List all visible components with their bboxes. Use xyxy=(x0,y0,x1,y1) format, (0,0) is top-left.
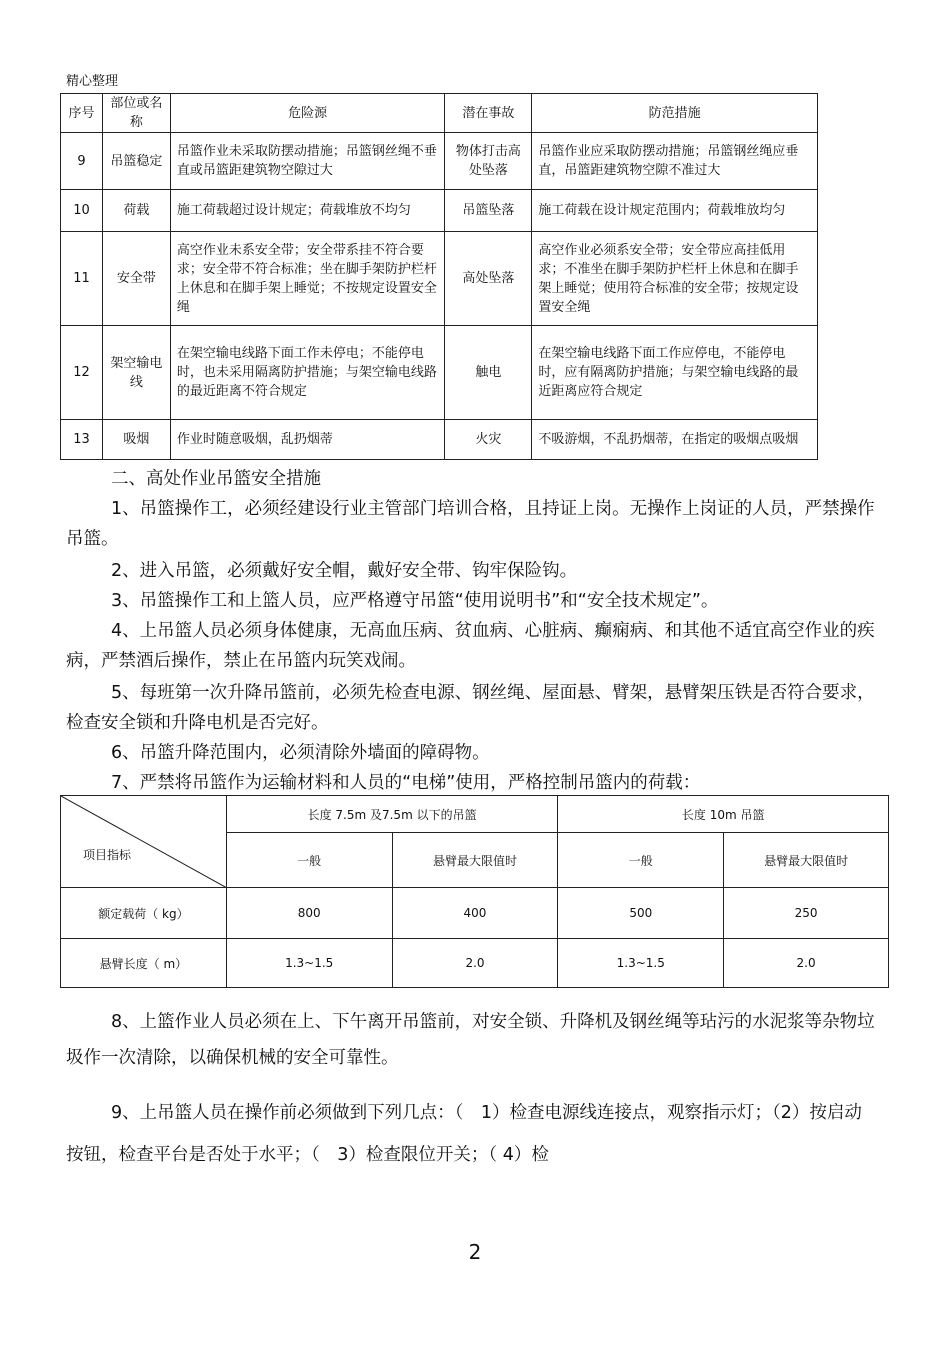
hazard-table xyxy=(60,93,818,460)
cell-value: 400 xyxy=(392,888,558,939)
sub-header: 悬臂最大限值时 xyxy=(392,833,558,888)
cell-value: 1.3~1.5 xyxy=(226,939,392,988)
cell-measure: 在架空输电线路下面工作应停电，不能停电时，应有隔离防护措施；与架空输电线路的最近距离应符合规定 xyxy=(532,326,818,420)
load-table xyxy=(60,795,889,988)
cell-value: 2.0 xyxy=(392,939,558,988)
cell-hazard: 施工荷载超过设计规定；荷载堆放不均匀 xyxy=(170,190,445,232)
col-header-accident: 潜在事故 xyxy=(445,94,532,133)
col-header-measure: 防范措施 xyxy=(532,94,818,133)
table-row xyxy=(61,326,818,420)
paragraph-item-1: 1、吊篮操作工，必须经建设行业主管部门培训合格，且持证上岗。无操作上岗证的人员，严禁操作吊篮。 xyxy=(66,499,875,549)
diagonal-line xyxy=(61,796,227,888)
table-row xyxy=(61,888,889,939)
cell-value: 1.3~1.5 xyxy=(558,939,724,988)
cell-value: 2.0 xyxy=(724,939,889,988)
sub-header: 一般 xyxy=(558,833,724,888)
corner-label: 项目指标 xyxy=(83,848,132,862)
cell-hazard: 吊篮作业未采取防摆动措施；吊篮钢丝绳不垂直或吊篮距建筑物空隙过大 xyxy=(170,133,445,190)
row-label: 额定载荷（ kg） xyxy=(61,888,227,939)
cell-no: 13 xyxy=(61,420,103,460)
cell-no: 10 xyxy=(61,190,103,232)
table-row xyxy=(61,190,818,232)
cell-accident: 触电 xyxy=(445,326,532,420)
sub-header: 悬臂最大限值时 xyxy=(724,833,889,888)
group-header-10m: 长度 10m 吊篮 xyxy=(558,796,889,833)
col-header-hazard: 危险源 xyxy=(170,94,445,133)
cell-measure: 不吸游烟，不乱扔烟蒂，在指定的吸烟点吸烟 xyxy=(532,420,818,460)
page-header: 精心整理 xyxy=(66,74,119,89)
cell-part: 吸烟 xyxy=(102,420,170,460)
paragraph-item-4: 4、上吊篮人员必须身体健康，无高血压病、贫血病、心脏病、癫痫病、和其他不适宜高空作业的疾病，严禁酒后操作，禁止在吊篮内玩笑戏闹。 xyxy=(66,621,875,671)
group-header-7-5m: 长度 7.5m 及7.5m 以下的吊篮 xyxy=(226,796,558,833)
cell-value: 800 xyxy=(226,888,392,939)
col-header-part: 部位或名称 xyxy=(102,94,170,133)
cell-accident: 火灾 xyxy=(445,420,532,460)
cell-part: 吊篮稳定 xyxy=(102,133,170,190)
row-label: 悬臂长度（ m） xyxy=(61,939,227,988)
section-title: 二、高处作业吊篮安全措施 xyxy=(111,469,321,489)
cell-hazard: 作业时随意吸烟，乱扔烟蒂 xyxy=(170,420,445,460)
cell-accident: 吊篮坠落 xyxy=(445,190,532,232)
cell-accident: 高处坠落 xyxy=(445,232,532,326)
paragraph-item-7: 7、严禁将吊篮作为运输材料和人员的“电梯”使用，严格控制吊篮内的荷载： xyxy=(111,773,701,793)
cell-value: 250 xyxy=(724,888,889,939)
cell-measure: 施工荷载在设计规定范围内；荷载堆放均匀 xyxy=(532,190,818,232)
cell-measure: 高空作业必须系安全带；安全带应高挂低用求；不准坐在脚手架防护栏杆上休息和在脚手架上睡觉；使用符合标准的安全带；按规定设置安全绳 xyxy=(532,232,818,326)
cell-part: 荷载 xyxy=(102,190,170,232)
cell-accident: 物体打击高处坠落 xyxy=(445,133,532,190)
page-number: 2 xyxy=(468,1240,482,1264)
sub-header: 一般 xyxy=(226,833,392,888)
table-row xyxy=(61,420,818,460)
cell-hazard: 在架空输电线路下面工作未停电；不能停电时，也未采用隔离防护措施；与架空输电线路的最近距离不符合规定 xyxy=(170,326,445,420)
paragraph-item-9: 9、上吊篮人员在操作前必须做到下列几点：（ 1）检查电源线连接点，观察指示灯；（2）按启动按钮，检查平台是否处于水平；（ 3）检查限位开关；（ 4）检 xyxy=(66,1103,862,1165)
col-header-no: 序号 xyxy=(61,94,103,133)
table-row xyxy=(61,939,889,988)
cell-no: 11 xyxy=(61,232,103,326)
cell-hazard: 高空作业未系安全带；安全带系挂不符合要求；安全带不符合标准；坐在脚手架防护栏杆上休息和在脚手架上睡觉；不按规定设置安全绳 xyxy=(170,232,445,326)
cell-no: 9 xyxy=(61,133,103,190)
cell-part: 安全带 xyxy=(102,232,170,326)
paragraph-item-8: 8、上篮作业人员必须在上、下午离开吊篮前，对安全锁、升降机及钢丝绳等玷污的水泥浆等杂物垃圾作一次清除，以确保机械的安全可靠性。 xyxy=(66,1012,875,1068)
paragraph-item-3: 3、吊篮操作工和上篮人员，应严格遵守吊篮“使用说明书”和“安全技术规定”。 xyxy=(111,591,719,611)
paragraph-item-2: 2、进入吊篮，必须戴好安全帽，戴好安全带、钩牢保险钩。 xyxy=(111,561,578,581)
table-row xyxy=(61,232,818,326)
cell-measure: 吊篮作业应采取防摆动措施；吊篮钢丝绳应垂直，吊篮距建筑物空隙不准过大 xyxy=(532,133,818,190)
cell-no: 12 xyxy=(61,326,103,420)
table-row xyxy=(61,133,818,190)
paragraph-item-5: 5、每班第一次升降吊篮前，必须先检查电源、钢丝绳、屋面悬、臂架，悬臂架压铁是否符合要求，检查安全锁和升降电机是否完好。 xyxy=(66,683,875,733)
paragraph-item-6: 6、吊篮升降范围内，必须清除外墙面的障碍物。 xyxy=(111,743,490,763)
load-table-corner xyxy=(61,796,227,888)
cell-part: 架空输电线 xyxy=(102,326,170,420)
cell-value: 500 xyxy=(558,888,724,939)
